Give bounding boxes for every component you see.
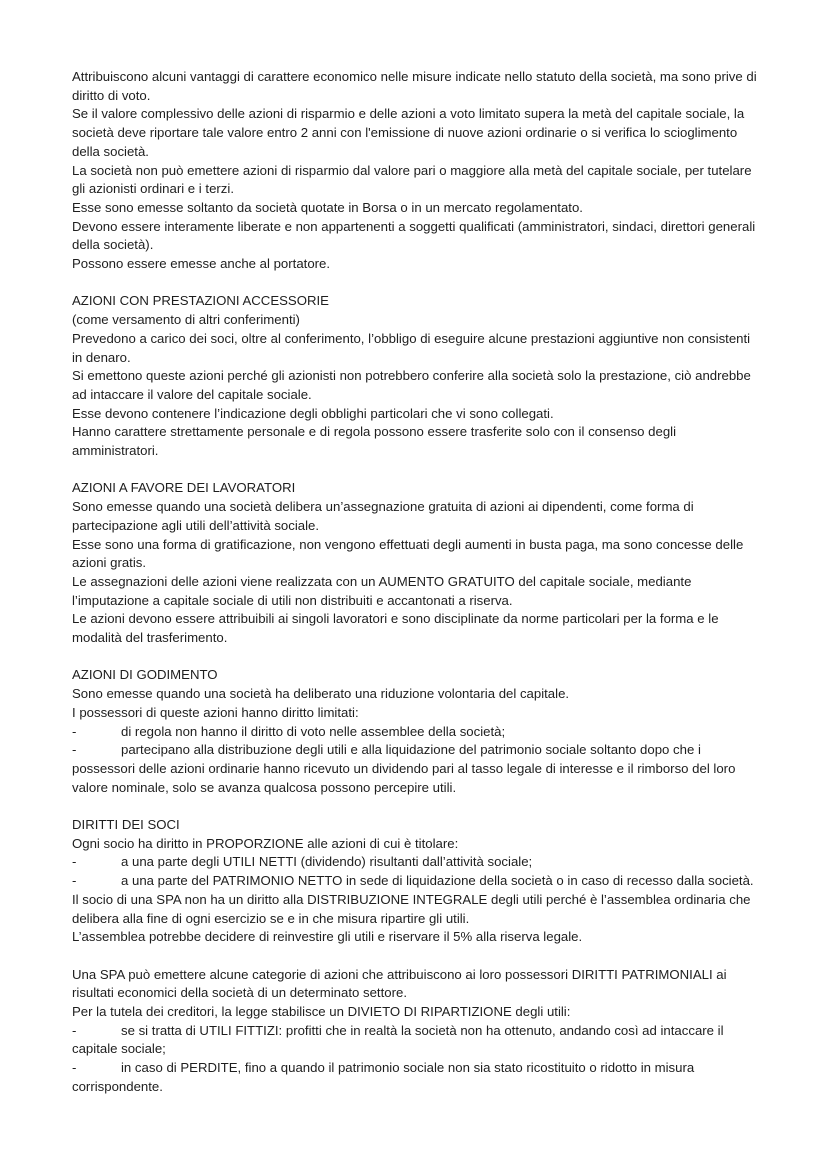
list-dash: - bbox=[72, 742, 77, 758]
paragraph: Devono essere interamente liberate e non appartenenti a soggetti qualificati (amministratori, sindaci, direttori generali della società). bbox=[72, 218, 756, 253]
list-item-text: di regola non hanno il diritto di voto nelle assemblee della società; bbox=[121, 723, 506, 739]
list-dash: - bbox=[72, 1060, 77, 1076]
list-item-text: in caso di PERDITE, fino a quando il patrimonio sociale non sia stato ricostituito o ridotto in misura corrispondente. bbox=[72, 1060, 695, 1094]
section-heading: DIRITTI DEI SOCI bbox=[72, 817, 180, 833]
paragraph: Esse sono emesse soltanto da società quotate in Borsa o in un mercato regolamentato. bbox=[72, 199, 583, 215]
spacer bbox=[72, 648, 762, 667]
list-item bbox=[72, 723, 762, 742]
spacer bbox=[72, 461, 762, 480]
paragraph: Ogni socio ha diritto in PROPORZIONE alle azioni di cui è titolare: bbox=[72, 835, 459, 851]
list-dash: - bbox=[72, 1022, 77, 1038]
paragraph: Sono emesse quando una società ha deliberato una riduzione volontaria del capitale. bbox=[72, 686, 570, 702]
paragraph: Le azioni devono essere attribuibili ai singoli lavoratori e sono disciplinate da norme particolari per la forma e le modalità del trasferimento. bbox=[72, 611, 719, 646]
paragraph: Possono essere emesse anche al portatore. bbox=[72, 256, 331, 272]
list-item bbox=[72, 853, 762, 872]
paragraph: Sono emesse quando una società delibera un’assegnazione gratuita di azioni ai dipendenti, come forma di partecipazione agli utili dell’attività sociale. bbox=[72, 499, 694, 533]
document-page bbox=[72, 68, 762, 1097]
paragraph: Il socio di una SPA non ha un diritto alla DISTRIBUZIONE INTEGRALE degli utili perché è l’assemblea ordinaria che delibera alla fine di ogni esercizio se e in che misura ripartire gli utili. bbox=[72, 891, 751, 926]
paragraph: Si emettono queste azioni perché gli azionisti non potrebbero conferire alla società solo la prestazione, ciò andrebbe ad intaccare il valore del capitale sociale. bbox=[72, 368, 751, 402]
paragraph: Esse sono una forma di gratificazione, non vengono effettuati degli aumenti in busta paga, ma sono concesse delle azioni gratis. bbox=[72, 536, 744, 571]
spacer bbox=[72, 947, 762, 966]
paragraph: (come versamento di altri conferimenti) bbox=[72, 312, 300, 328]
paragraph: Attribuiscono alcuni vantaggi di carattere economico nelle misure indicate nello statuto della società, ma sono prive di diritto di voto. bbox=[72, 69, 757, 103]
list-dash: - bbox=[72, 854, 77, 870]
list-item-text: a una parte del PATRIMONIO NETTO in sede di liquidazione della società o in caso di recesso dalla società. bbox=[121, 873, 754, 889]
paragraph: La società non può emettere azioni di risparmio dal valore pari o maggiore alla metà del capitale sociale, per tutelare gli azionisti ordinari e i terzi. bbox=[72, 162, 752, 197]
paragraph: I possessori di queste azioni hanno diritto limitati: bbox=[72, 704, 359, 720]
section-heading: AZIONI CON PRESTAZIONI ACCESSORIE bbox=[72, 293, 329, 309]
list-item bbox=[72, 1022, 762, 1059]
paragraph: Per la tutela dei creditori, la legge stabilisce un DIVIETO DI RIPARTIZIONE degli utili: bbox=[72, 1004, 571, 1020]
list-item bbox=[72, 741, 762, 797]
section-heading: AZIONI DI GODIMENTO bbox=[72, 667, 218, 683]
spacer bbox=[72, 274, 762, 293]
list-item bbox=[72, 1059, 762, 1096]
section-heading: AZIONI A FAVORE DEI LAVORATORI bbox=[72, 480, 296, 496]
list-dash: - bbox=[72, 873, 77, 889]
list-item bbox=[72, 872, 762, 891]
paragraph: Le assegnazioni delle azioni viene realizzata con un AUMENTO GRATUITO del capitale sociale, mediante l’imputazione a capitale sociale di utili non distribuiti e accantonati a riserva. bbox=[72, 573, 692, 608]
paragraph: Una SPA può emettere alcune categorie di azioni che attribuiscono ai loro possessori DIRITTI PATRIMONIALI ai risultati economici della società di un determinato settore. bbox=[72, 966, 727, 1001]
spacer bbox=[72, 797, 762, 816]
paragraph: L’assemblea potrebbe decidere di reinvestire gli utili e riservare il 5% alla riserva legale. bbox=[72, 929, 583, 945]
paragraph: Hanno carattere strettamente personale e di regola possono essere trasferite solo con il consenso degli amministratori. bbox=[72, 424, 677, 459]
paragraph: Esse devono contenere l’indicazione degli obblighi particolari che vi sono collegati. bbox=[72, 405, 554, 421]
paragraph: Se il valore complessivo delle azioni di risparmio e delle azioni a voto limitato supera la metà del capitale sociale, la società deve riportare tale valore entro 2 anni con l'emissione di nuove azioni ordinarie o si verifica lo scioglimento della società. bbox=[72, 106, 745, 159]
list-item-text: se si tratta di UTILI FITTIZI: profitti che in realtà la società non ha ottenuto, andando così ad intaccare il capitale sociale; bbox=[72, 1022, 724, 1057]
paragraph: Prevedono a carico dei soci, oltre al conferimento, l’obbligo di eseguire alcune prestazioni aggiuntive non consistenti in denaro. bbox=[72, 330, 751, 365]
list-item-text: a una parte degli UTILI NETTI (dividendo) risultanti dall’attività sociale; bbox=[121, 854, 533, 870]
list-dash: - bbox=[72, 723, 77, 739]
list-item-text: partecipano alla distribuzione degli utili e alla liquidazione del patrimonio sociale soltanto dopo che i possessori delle azioni ordinarie hanno ricevuto un dividendo pari al tasso legale di interesse e il rimborso del loro valore nominale, solo se avanza qualcosa possono percepire utili. bbox=[72, 742, 736, 795]
